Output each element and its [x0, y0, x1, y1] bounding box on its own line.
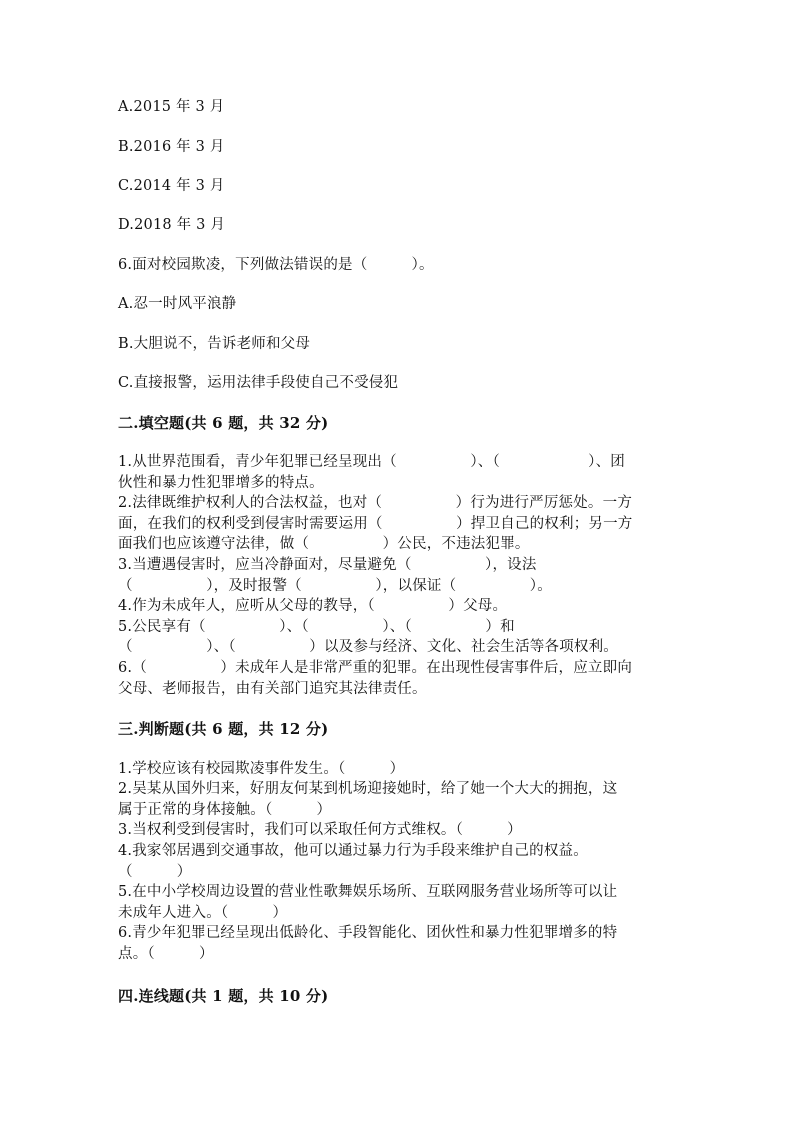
section2-line: 1.从世界范围看，青少年犯罪已经呈现出（ ）、（ ）、团: [118, 454, 625, 470]
section2-line: 面我们也应该遵守法律，做（ ）公民，不违法犯罪。: [118, 536, 530, 552]
section4-heading: 四.连线题(共 1 题，共 10 分): [118, 987, 329, 1005]
section3-line: 属于正常的身体接触。（ ）: [118, 802, 332, 818]
section3-line: 5.在中小学校周边设置的营业性歌舞娱乐场所、互联网服务营业场所等可以让: [118, 884, 618, 900]
q6-stem: 6.面对校园欺凌，下列做法错误的是（ ）。: [118, 257, 434, 273]
section3-line: 4.我家邻居遇到交通事故，他可以通过暴力行为手段来维护自己的权益。: [118, 843, 588, 859]
section2-line: 3.当遭遇侵害时，应当冷静面对，尽量避免（ ），设法: [118, 557, 537, 573]
q6-option-a: A.忍一时风平浪静: [118, 296, 237, 312]
section2-heading: 二.填空题(共 6 题，共 32 分): [118, 414, 329, 432]
q6-option-c: C.直接报警，运用法律手段使自己不受侵犯: [118, 375, 399, 391]
section2-line: 6.（ ）未成年人是非常严重的犯罪。在出现性侵害事件后，应立即向: [118, 660, 633, 676]
section3-heading: 三.判断题(共 6 题，共 12 分): [118, 720, 329, 738]
section3-line: 2.吴某从国外归来，好朋友何某到机场迎接她时，给了她一个大大的拥抱，这: [118, 781, 618, 797]
section3-line: 未成年人进入。（ ）: [118, 905, 288, 921]
section3-line: 3.当权利受到侵害时，我们可以采取任何方式维权。（ ）: [118, 822, 522, 838]
section2-line: （ ），及时报警（ ），以保证（ ）。: [118, 578, 552, 594]
section2-line: 4.作为未成年人，应听从父母的教导，（ ）父母。: [118, 598, 508, 614]
section3-line: 点。（ ）: [118, 946, 214, 962]
section2-line: 5.公民享有（ ）、（ ）、（ ）和: [118, 619, 515, 635]
q5-option-d: D.2018 年 3 月: [118, 217, 226, 233]
q5-option-c: C.2014 年 3 月: [118, 178, 225, 194]
section3-line: 6.青少年犯罪已经呈现出低龄化、手段智能化、团伙性和暴力性犯罪增多的特: [118, 925, 618, 941]
section3-line: （ ）: [118, 864, 192, 880]
section2-line: 面，在我们的权利受到侵害时需要运用（ ）捍卫自己的权利；另一方: [118, 516, 633, 532]
q5-option-b: B.2016 年 3 月: [118, 139, 225, 155]
q6-option-b: B.大胆说不，告诉老师和父母: [118, 336, 311, 352]
section3-line: 1.学校应该有校园欺凌事件发生。（ ）: [118, 761, 405, 777]
section2-line: 2.法律既维护权利人的合法权益，也对（ ）行为进行严厉惩处。一方: [118, 495, 633, 511]
section2-line: 父母、老师报告，由有关部门追究其法律责任。: [118, 681, 427, 697]
section2-line: 伙性和暴力性犯罪增多的特点。: [118, 475, 324, 491]
section2-line: （ ）、（ ）以及参与经济、文化、社会生活等各项权利。: [118, 639, 618, 655]
q5-option-a: A.2015 年 3 月: [118, 99, 225, 115]
